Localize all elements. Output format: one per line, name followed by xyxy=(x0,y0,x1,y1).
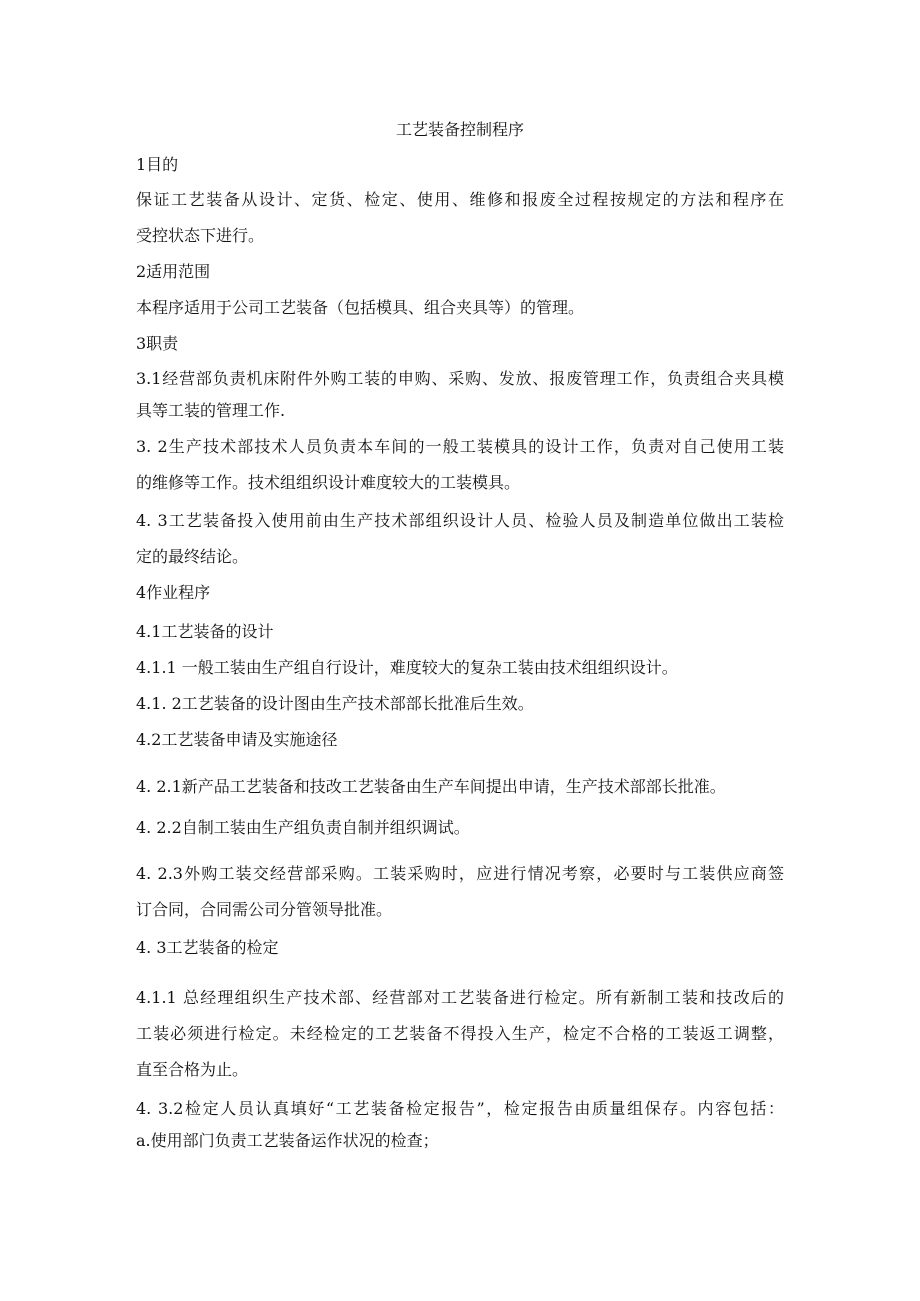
section-heading: 2适用范围 xyxy=(136,262,211,281)
subsection-heading: 4.2工艺装备申请及实施途径 xyxy=(136,730,338,749)
paragraph-line: 工装必须进行检定。未经检定的工艺装备不得投入生产，检定不合格的工装返工调整， xyxy=(136,1024,784,1043)
section-heading: 3职责 xyxy=(136,334,179,353)
paragraph-line: 4.1.1 一般工装由生产组自行设计，难度较大的复杂工装由技术组组织设计。 xyxy=(136,658,678,677)
section-heading: 1目的 xyxy=(136,155,179,174)
paragraph-line: 4. 2.2自制工装由生产组负责自制并组织调试。 xyxy=(136,818,470,837)
paragraph-line: a.使用部门负责工艺装备运作状况的检查； xyxy=(136,1131,439,1150)
paragraph-line: 订合同，合同需公司分管领导批准。 xyxy=(136,900,393,919)
paragraph-line: 具等工装的管理工作. xyxy=(136,401,286,420)
paragraph-line: 3.1经营部负责机床附件外购工装的申购、采购、发放、报废管理工作，负责组合夹具模 xyxy=(136,369,784,388)
subsection-heading: 4.1工艺装备的设计 xyxy=(136,622,274,641)
paragraph-line: 4.1.1 总经理组织生产技术部、经营部对工艺装备进行检定。所有新制工装和技改后的 xyxy=(136,988,784,1007)
paragraph-line: 受控状态下进行。 xyxy=(136,226,265,245)
paragraph-line: 4.1. 2工艺装备的设计图由生产技术部部长批准后生效。 xyxy=(136,694,534,713)
section-heading: 4作业程序 xyxy=(136,583,211,602)
paragraph-line: 直至合格为止。 xyxy=(136,1060,249,1079)
paragraph-line: 4. 2.1新产品工艺装备和技改工艺装备由生产车间提出申请，生产技术部部长批准。 xyxy=(136,777,726,796)
paragraph-line: 4. 3工艺装备投入使用前由生产技术部组织设计人员、检验人员及制造单位做出工装检 xyxy=(136,511,784,530)
paragraph-line: 定的最终结论。 xyxy=(136,547,249,566)
subsection-heading: 4. 3工艺装备的检定 xyxy=(136,938,279,957)
document-title: 工艺装备控制程序 xyxy=(395,120,524,139)
paragraph-line: 3. 2生产技术部技术人员负责本车间的一般工装模具的设计工作，负责对自己使用工装 xyxy=(136,437,784,456)
paragraph-line: 4. 2.3外购工装交经营部采购。工装采购时，应进行情况考察，必要时与工装供应商签 xyxy=(136,864,784,883)
paragraph-line: 4. 3.2检定人员认真填好“工艺装备检定报告”，检定报告由质量组保存。内容包括： xyxy=(136,1099,784,1118)
paragraph-line: 保证工艺装备从设计、定货、检定、使用、维修和报废全过程按规定的方法和程序在 xyxy=(136,190,784,209)
paragraph-line: 的维修等工作。技术组组织设计难度较大的工装模具。 xyxy=(136,473,521,492)
paragraph-line: 本程序适用于公司工艺装备（包括模具、组合夹具等）的管理。 xyxy=(136,298,585,317)
